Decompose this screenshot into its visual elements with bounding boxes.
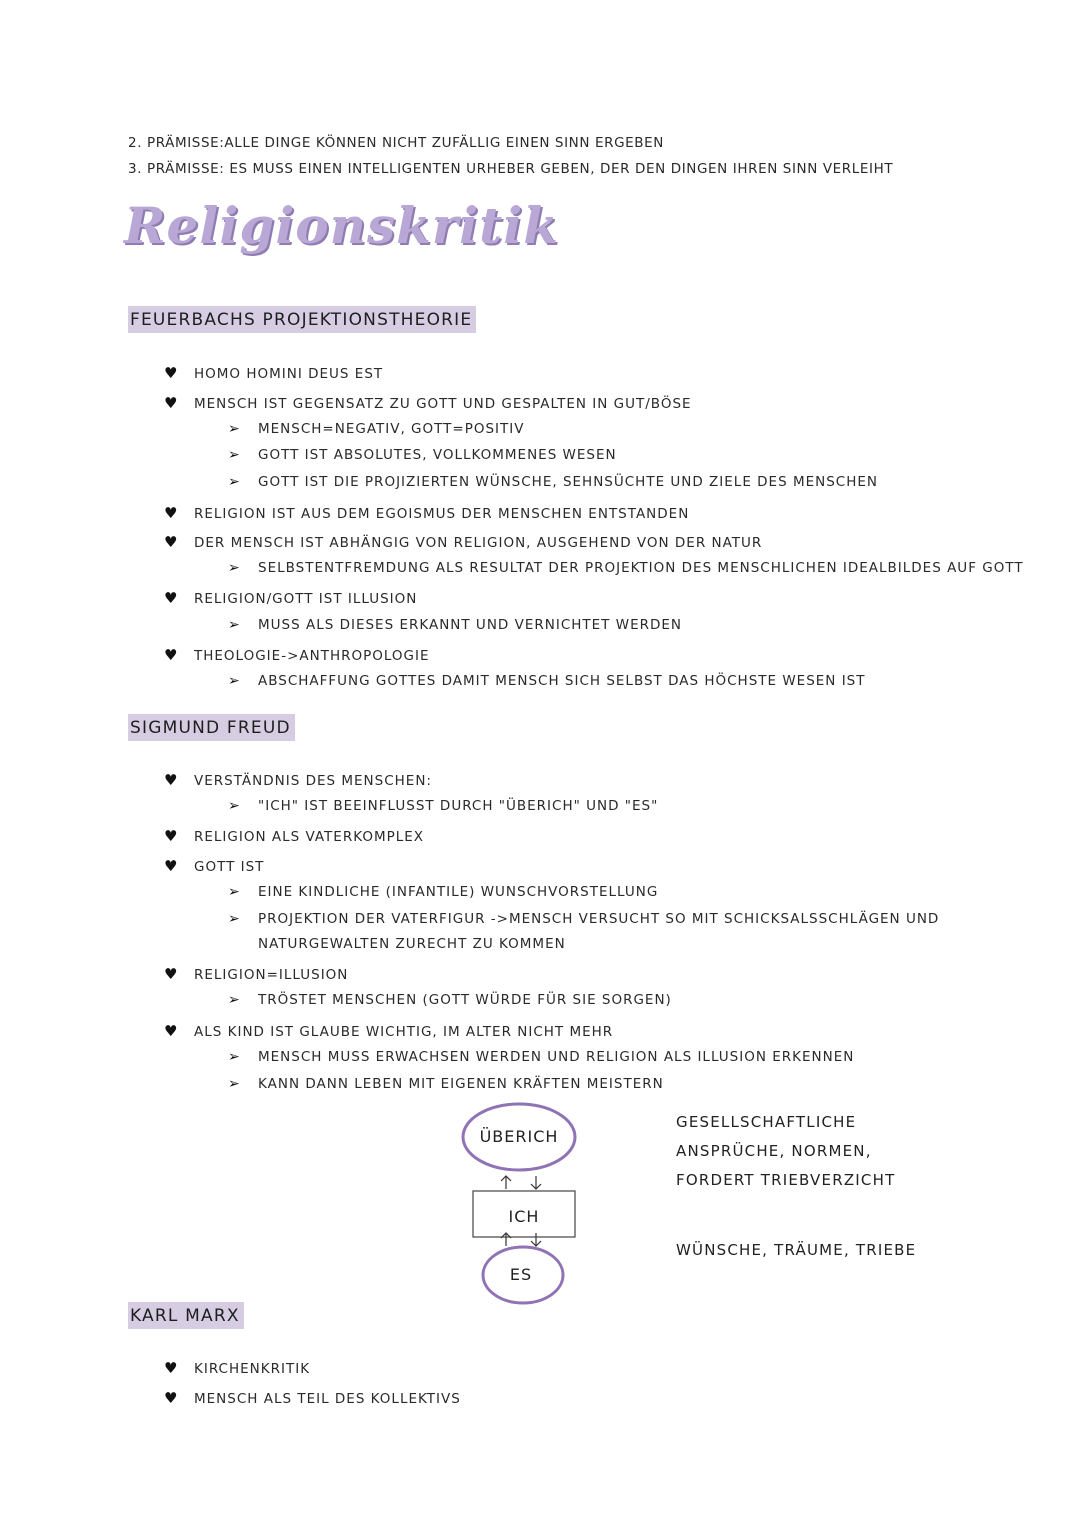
- ueberich-label: ÜBERICH: [479, 1127, 559, 1146]
- list-item: ♥ RELIGION IST AUS DEM EGOISMUS DER MENSCHEN ENTSTANDEN: [164, 504, 690, 522]
- sub-list-item: ➢ GOTT IST ABSOLUTES, VOLLKOMMENES WESEN: [228, 447, 617, 463]
- section-heading-marx: KARL MARX: [128, 1302, 244, 1329]
- heart-icon: ♥: [164, 965, 179, 983]
- psyche-diagram: [440, 1100, 600, 1310]
- list-item: ♥ RELIGION=ILLUSION: [164, 965, 349, 983]
- list-item: ♥ DER MENSCH IST ABHÄNGIG VON RELIGION, AUSGEHEND VON DER NATUR: [164, 533, 763, 551]
- ueberich-note: GESELLSCHAFTLICHE ANSPRÜCHE, NORMEN, FORDERT TRIEBVERZICHT: [676, 1113, 896, 1189]
- sub-list-item: ➢ MUSS ALS DIESES ERKANNT UND VERNICHTET WERDEN: [228, 617, 683, 633]
- arrow-icon: ➢: [228, 884, 241, 900]
- arrow-icon: ➢: [228, 474, 241, 490]
- list-item: ♥ VERSTÄNDNIS DES MENSCHEN:: [164, 771, 432, 789]
- sub-list-item: ➢ GOTT IST DIE PROJIZIERTEN WÜNSCHE, SEHNSÜCHTE UND ZIELE DES MENSCHEN: [228, 474, 878, 490]
- sub-list-item: ➢ PROJEKTION DER VATERFIGUR ->MENSCH VERSUCHT SO MIT SCHICKSALSSCHLÄGEN UND: [228, 911, 940, 927]
- heart-icon: ♥: [164, 827, 179, 845]
- arrow-icon: ➢: [228, 911, 241, 927]
- heart-icon: ♥: [164, 857, 179, 875]
- sub-list-item: ➢ "ICH" IST BEEINFLUSST DURCH "ÜBERICH" UND "ES": [228, 798, 659, 814]
- list-item: ♥ MENSCH ALS TEIL DES KOLLEKTIVS: [164, 1389, 461, 1407]
- heart-icon: ♥: [164, 589, 179, 607]
- list-item: ♥ RELIGION/GOTT IST ILLUSION: [164, 589, 418, 607]
- arrow-icon: ➢: [228, 673, 241, 689]
- heart-icon: ♥: [164, 364, 179, 382]
- arrow-icon: ➢: [228, 992, 241, 1008]
- sub-list-item: ➢ MENSCH=NEGATIV, GOTT=POSITIV: [228, 421, 525, 437]
- arrow-icon: ➢: [228, 617, 241, 633]
- sub-list-item: ➢ KANN DANN LEBEN MIT EIGENEN KRÄFTEN MEISTERN: [228, 1076, 664, 1092]
- arrow-icon: ➢: [228, 1076, 241, 1092]
- sub-list-item: ➢ TRÖSTET MENSCHEN (GOTT WÜRDE FÜR SIE SORGEN): [228, 992, 672, 1008]
- premise-3: 3. PRÄMISSE: ES MUSS EINEN INTELLIGENTEN URHEBER GEBEN, DER DEN DINGEN IHREN SINN VERLEIHT: [128, 161, 894, 177]
- list-item: ♥ ALS KIND IST GLAUBE WICHTIG, IM ALTER NICHT MEHR: [164, 1022, 614, 1040]
- heart-icon: ♥: [164, 1389, 179, 1407]
- sub-list-item: ➢ MENSCH MUSS ERWACHSEN WERDEN UND RELIGION ALS ILLUSION ERKENNEN: [228, 1049, 855, 1065]
- list-item: ♥ RELIGION ALS VATERKOMPLEX: [164, 827, 425, 845]
- arrow-icon: ➢: [228, 447, 241, 463]
- list-item: ♥ THEOLOGIE->ANTHROPOLOGIE: [164, 646, 430, 664]
- heart-icon: ♥: [164, 504, 179, 522]
- arrow-icon: ➢: [228, 560, 241, 576]
- heart-icon: ♥: [164, 646, 179, 664]
- page-title: Religionskritik: [124, 196, 559, 255]
- arrow-icon: ➢: [228, 798, 241, 814]
- heart-icon: ♥: [164, 533, 179, 551]
- list-item: ♥ MENSCH IST GEGENSATZ ZU GOTT UND GESPALTEN IN GUT/BÖSE: [164, 394, 692, 412]
- es-note: WÜNSCHE, TRÄUME, TRIEBE: [676, 1241, 917, 1259]
- section-heading-freud: SIGMUND FREUD: [128, 714, 295, 741]
- arrows-ueberich-ich: [501, 1176, 541, 1189]
- heart-icon: ♥: [164, 771, 179, 789]
- ich-label: ICH: [508, 1207, 540, 1226]
- sub-list-item: ➢ EINE KINDLICHE (INFANTILE) WUNSCHVORSTELLUNG: [228, 884, 659, 900]
- es-label: ES: [509, 1265, 533, 1284]
- list-item: ♥ GOTT IST: [164, 857, 265, 875]
- heart-icon: ♥: [164, 1022, 179, 1040]
- arrow-icon: ➢: [228, 1049, 241, 1065]
- sub-list-item: ➢ SELBSTENTFREMDUNG ALS RESULTAT DER PROJEKTION DES MENSCHLICHEN IDEALBILDES AUF GOTT: [228, 560, 1024, 576]
- premise-2: 2. PRÄMISSE:ALLE DINGE KÖNNEN NICHT ZUFÄLLIG EINEN SINN ERGEBEN: [128, 135, 664, 151]
- heart-icon: ♥: [164, 1359, 179, 1377]
- sub-list-item-continuation: NATURGEWALTEN ZURECHT ZU KOMMEN: [258, 936, 566, 952]
- section-heading-feuerbach: FEUERBACHS PROJEKTIONSTHEORIE: [128, 306, 476, 333]
- heart-icon: ♥: [164, 394, 179, 412]
- sub-list-item: ➢ ABSCHAFFUNG GOTTES DAMIT MENSCH SICH SELBST DAS HÖCHSTE WESEN IST: [228, 673, 866, 689]
- list-item: ♥ KIRCHENKRITIK: [164, 1359, 311, 1377]
- arrow-icon: ➢: [228, 421, 241, 437]
- list-item: ♥ HOMO HOMINI DEUS EST: [164, 364, 384, 382]
